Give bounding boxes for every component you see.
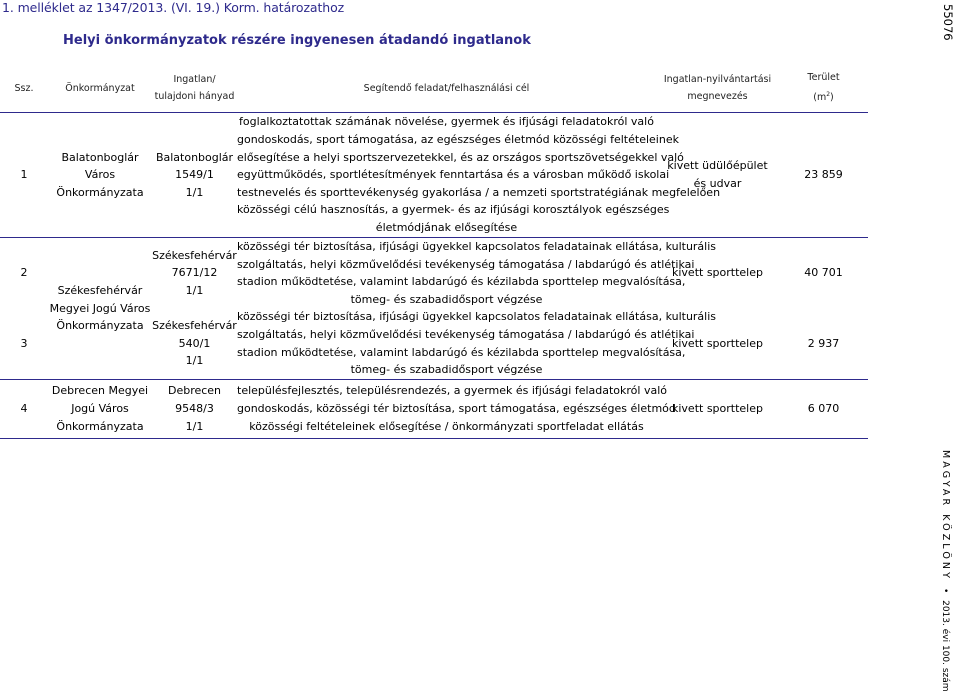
task-line: életmódjának elősegítése <box>375 220 518 234</box>
task-line: stadion működtetése, valamint labdarúgó és kézilabda sporttelep megvalósítása, <box>237 345 686 359</box>
gov-line: Önkormányzata <box>56 319 144 333</box>
header-own-line: tulajdoni hányad <box>154 91 235 102</box>
own-line: 1/1 <box>185 419 204 433</box>
row-gov <box>48 379 152 438</box>
task-line: szolgáltatás, helyi közművelődési tevékenység támogatása / labdarúgó és atlétikai <box>237 327 695 341</box>
own-line: 540/1 <box>178 336 211 350</box>
own-line: 9548/3 <box>175 401 214 415</box>
property-table <box>0 64 868 439</box>
row-task <box>237 379 676 438</box>
table-row <box>0 238 868 309</box>
task-line: foglalkoztatottak számának növelése, gyermek és ifjúsági feladatokról való <box>239 115 654 129</box>
row-gov <box>48 113 152 238</box>
task-line: stadion működtetése, valamint labdarúgó és kézilabda sporttelep megvalósítása, <box>237 275 686 289</box>
own-line: Debrecen <box>167 384 222 398</box>
gov-line: Város <box>84 168 116 182</box>
task-line: együttműködés, sportlétesítmények fenntartása és a városban működő iskolai <box>237 168 670 182</box>
header-reg <box>656 64 779 113</box>
row-num: 4 <box>0 379 48 438</box>
header-area <box>779 64 868 113</box>
own-line: 1549/1 <box>175 168 214 182</box>
task-line: közösségi célú hasznosítás, a gyermek- és az ifjúsági korosztályok egészséges <box>237 203 670 217</box>
row-task <box>237 238 717 309</box>
area-unit-exp: 2 <box>826 91 831 99</box>
row-reg: kivett sporttelep <box>656 379 779 438</box>
row-own <box>152 238 237 309</box>
task-line: közösségi feltételeinek elősegítése / önkormányzati sportfeladat ellátás <box>249 419 644 433</box>
gov-line: Önkormányzata <box>56 419 144 433</box>
gov-line: Megyei Jogú Város <box>49 301 151 315</box>
task-line: testnevelés és sporttevékenység gyakorlása / a nemzeti sportstratégiának megfelelően <box>237 185 721 199</box>
header-gov: Önkormányzat <box>48 64 152 113</box>
task-line: tömeg- és szabadidősport végzése <box>350 363 543 377</box>
header-own-line: Ingatlan/ <box>173 74 216 85</box>
row-own <box>152 113 237 238</box>
row-area: 40 701 <box>804 266 843 280</box>
own-line: 1/1 <box>185 185 204 199</box>
row-area: 6 070 <box>779 379 868 438</box>
header-area-unit <box>779 86 868 106</box>
header-own <box>152 64 237 113</box>
task-line: közösségi tér biztosítása, ifjúsági ügyekkel kapcsolatos feladatainak ellátása, kulturális <box>237 310 717 324</box>
own-line: 1/1 <box>185 283 204 297</box>
annex-reference: 1. melléklet az 1347/2013. (VI. 19.) Korm. határozathoz <box>2 0 345 15</box>
page-number: 55076 <box>941 4 955 41</box>
task-line: tömeg- és szabadidősport végzése <box>350 292 543 306</box>
own-line: 1/1 <box>185 354 204 368</box>
row-num: 3 <box>0 308 48 379</box>
task-line: gondoskodás, sport támogatása, az egészséges életmód közösségi feltételeinek <box>237 133 679 147</box>
task-line: elősegítése a helyi sportszervezetekkel, és az országos sportszövetségekkel való <box>237 150 684 164</box>
own-line: 7671/12 <box>171 266 218 280</box>
header-num: Ssz. <box>0 64 48 113</box>
area-unit-close: ) <box>830 92 834 104</box>
table-row <box>0 113 868 238</box>
header-reg-line: megnevezés <box>687 91 748 102</box>
journal-name: MAGYAR KÖZLÖNY <box>940 450 951 582</box>
task-line: szolgáltatás, helyi közművelődési tevékenység támogatása / labdarúgó és atlétikai <box>237 257 695 271</box>
own-line: Székesfehérvár <box>152 319 237 333</box>
reg-line: kivett üdülőépület <box>667 159 768 173</box>
journal-separator: • <box>940 587 950 594</box>
row-reg <box>656 113 779 238</box>
gov-line: Debrecen Megyei <box>51 384 149 398</box>
task-line: közösségi tér biztosítása, ifjúsági ügyekkel kapcsolatos feladatainak ellátása, kulturális <box>237 240 717 253</box>
row-area: 2 937 <box>779 308 868 379</box>
row-own <box>152 379 237 438</box>
gov-line: Balatonboglár <box>61 150 139 164</box>
area-unit-open: (m <box>813 92 827 104</box>
row-reg: kivett sporttelep <box>656 308 779 379</box>
gov-line: Jogú Város <box>71 401 129 415</box>
row-own <box>152 308 237 379</box>
row-task <box>237 308 717 379</box>
header-task: Segítendő feladat/felhasználási cél <box>237 64 656 113</box>
task-line: gondoskodás, közösségi tér biztosítása, sport támogatása, egészséges életmód <box>237 401 676 415</box>
own-line: Balatonboglár <box>155 150 234 164</box>
gov-line: Önkormányzata <box>56 185 144 199</box>
gov-line: Székesfehérvár <box>57 283 143 297</box>
row-num: 2 <box>20 266 28 280</box>
row-reg: kivett sporttelep <box>672 266 763 280</box>
own-line: Székesfehérvár <box>152 248 237 262</box>
row-gov-shared <box>48 238 152 380</box>
journal-issue: 2013. évi 100. szám <box>940 600 950 692</box>
header-reg-line: Ingatlan-nyilvántartási <box>663 74 772 85</box>
reg-line: és udvar <box>693 177 742 190</box>
table-row <box>0 379 868 438</box>
header-area-line: Terület <box>807 72 840 84</box>
task-line: településfejlesztés, településrendezés, a gyermek és ifjúsági feladatokról való <box>237 384 667 398</box>
document-title: Helyi önkormányzatok részére ingyenesen átadandó ingatlanok <box>63 33 531 48</box>
table-header-row <box>0 64 868 113</box>
row-area: 23 859 <box>779 113 868 238</box>
row-num: 1 <box>0 113 48 238</box>
journal-sidebar <box>940 450 951 692</box>
